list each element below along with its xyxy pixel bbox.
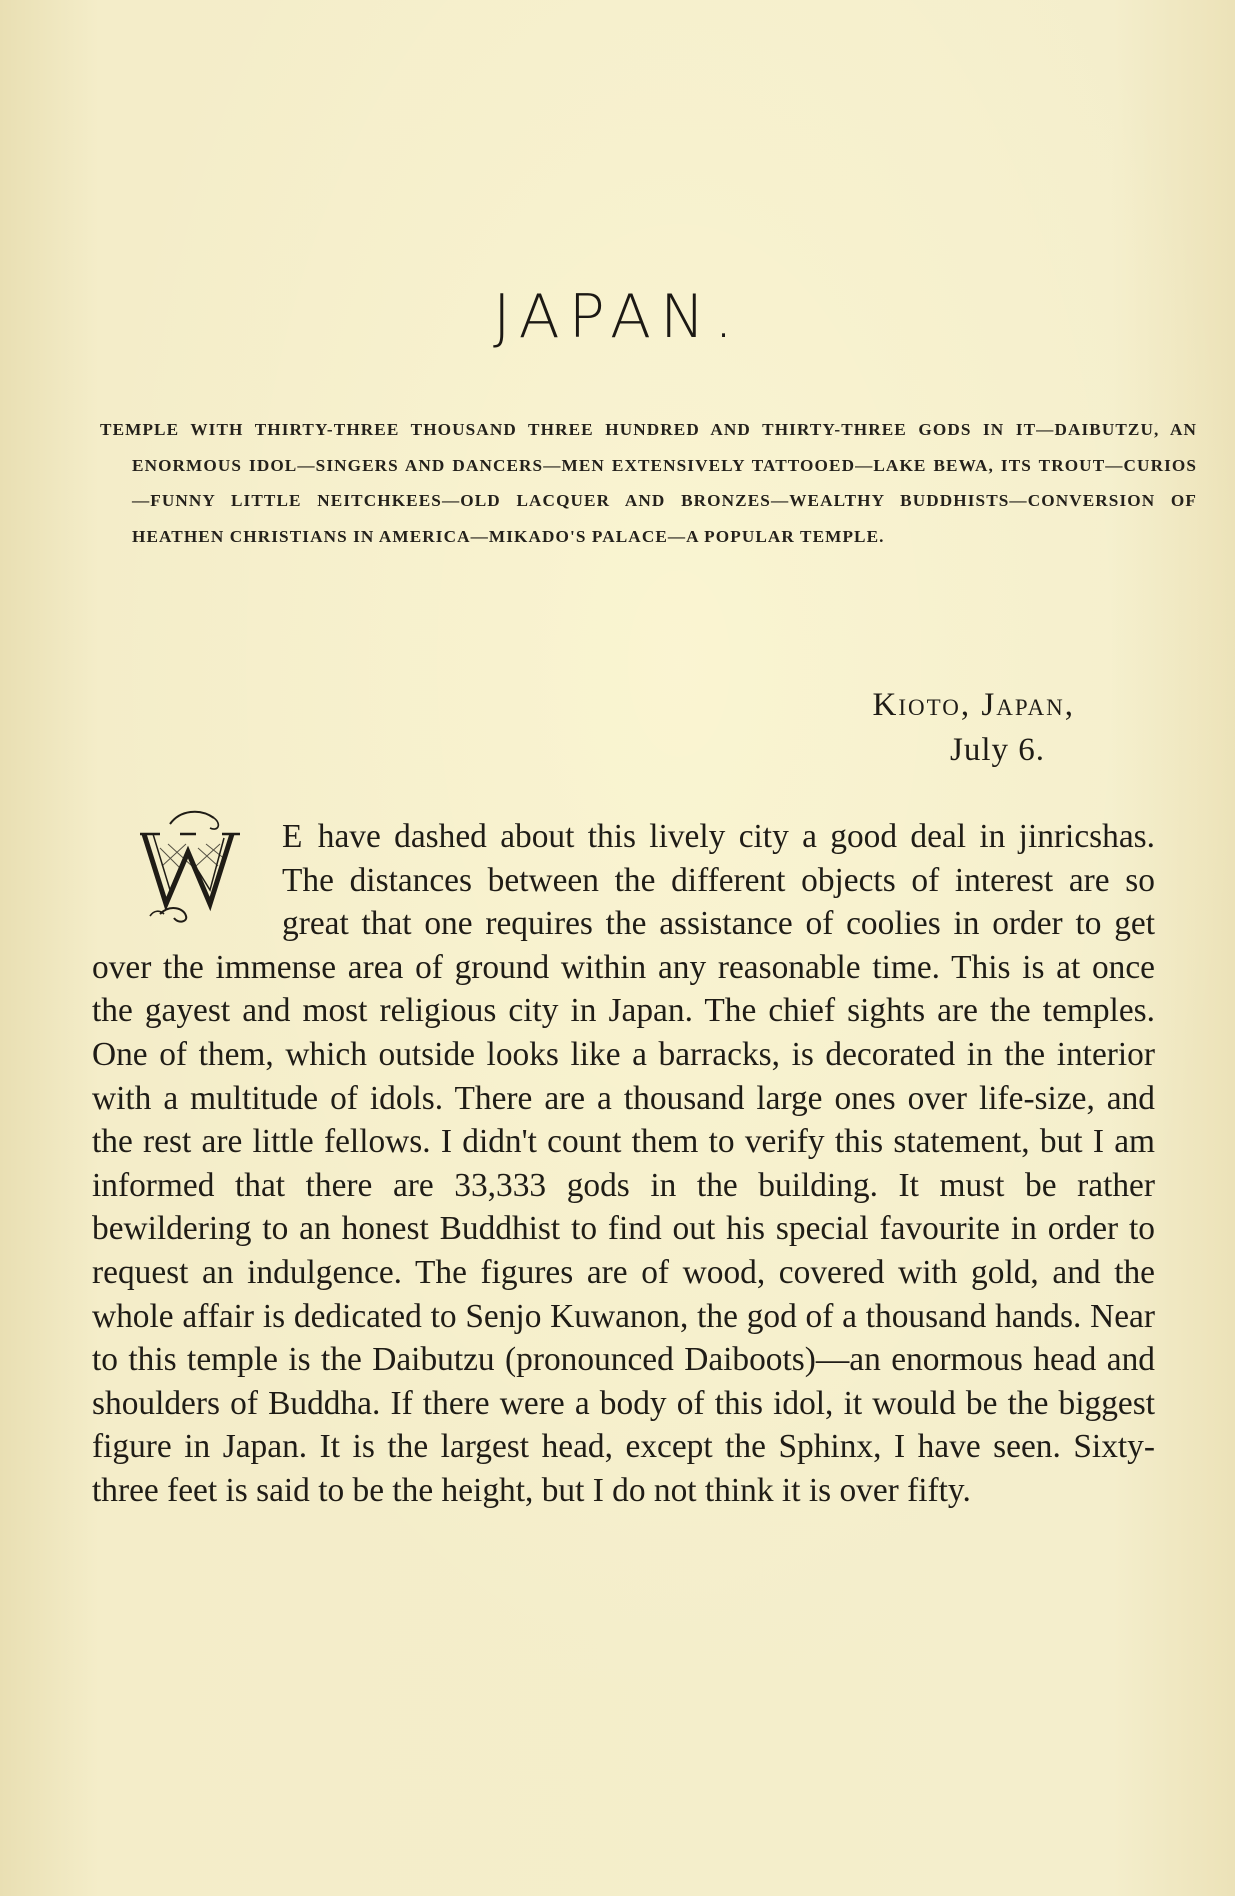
chapter-title: JAPAN.	[492, 282, 743, 352]
dateline	[873, 683, 1075, 773]
dateline-date: July 6.	[949, 732, 1045, 768]
body-paragraph	[92, 815, 1155, 1513]
first-word-rest: E	[282, 818, 305, 855]
dateline-place: Kioto, Japan,	[872, 687, 1075, 723]
body-text: have dashed about this lively city a good deal in jinricshas. The distances between the different objects of interest are so great that one requires the assistance of coolies in order to get over the immense area of ground within any reasonable time. This is at once the gayest and most religious city in Japan. The chief sights are the temples. One of them, which outside looks like a barracks, is decorated in the interior with a multitude of idols. There are a thousand large ones over life-size, and the rest are little fellows. I didn't count them to verify this statement, but I am informed that there are 33,333 gods in the building. It must be rather bewildering to an honest Buddhist to find out his special favourite in order to request an indulgence. The figures are of wood, covered with gold, and the whole affair is dedicated to Senjo Kuwanon, the god of a thousand hands. Near to this temple is the Daibutzu (pronounced Daiboots)—an enormous head and shoulders of Buddha. If there were a body of this idol, it would be the biggest figure in Japan. It is the largest head, except the Sphinx, I have seen. Sixty-three feet is said to be the height, but I do not think it is over fifty.	[92, 818, 1155, 1509]
chapter-summary: TEMPLE WITH THIRTY-THREE THOUSAND THREE HUNDRED AND THIRTY-THREE GODS IN IT—DAIBUTZU, AN ENORMOUS IDOL—SINGERS AND DANCERS—MEN EXTENSIVELY TATTOOED—LAKE BEWA, ITS TROUT—CURIOS—FUNNY LITTLE NEITCHKEES—OLD LACQUER AND BRONZES—WEALTHY BUDDHISTS—CONVERSION OF HEATHEN CHRISTIANS IN AMERICA—MIKADO'S PALACE—A POPULAR TEMPLE.	[100, 420, 1197, 546]
drop-cap-letter: W	[188, 904, 192, 909]
